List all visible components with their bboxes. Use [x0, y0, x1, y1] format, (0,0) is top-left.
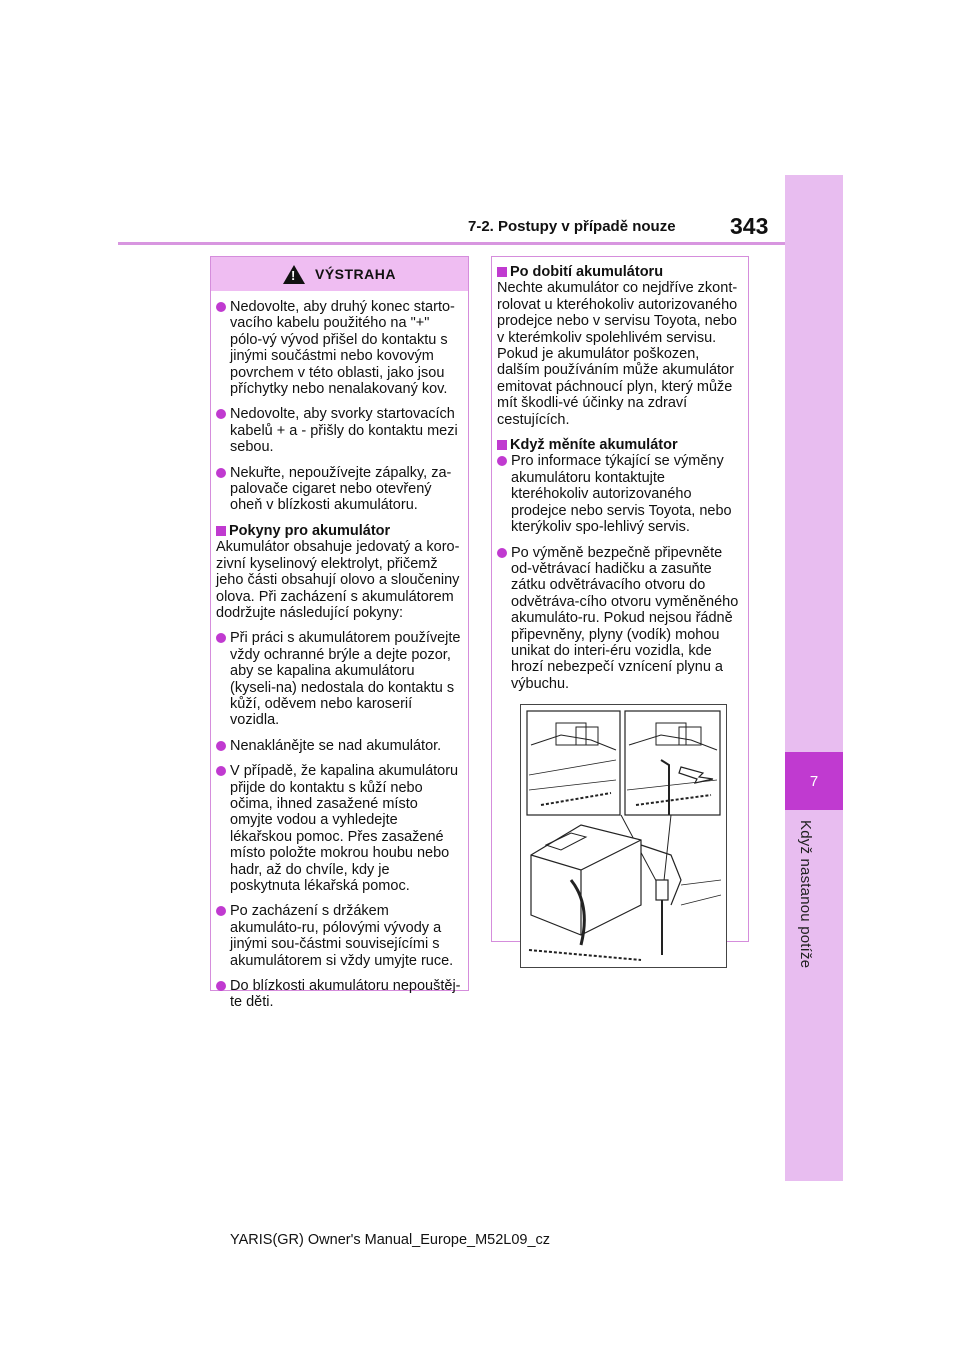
chapter-number: 7: [785, 752, 843, 810]
battery-instructions-heading: Pokyny pro akumulátor: [216, 523, 463, 539]
battery-bullet: Do blízkosti akumulátoru nepouštěj-te děti.: [216, 978, 463, 1011]
warning-box: [210, 256, 469, 1011]
replacing-bullet: Po výměně bezpečně připevněte od-větrávací hadičku a zasuňte zátku odvětrávacího otvoru do odvětráva-cího otvoru vyměněného akumuláto-ru. Pokud nejsou řádně připevněny, plyny (vodík) mohou unikat do interi-éru vozidla, kde hrozí nebezpečí vznícení plynu a výbuchu.: [497, 545, 743, 693]
warning-bullet: Nedovolte, aby druhý konec starto-vacího kabelu použitého na "+" pólo-vý vývod přišel do kontaktu s jinými součástmi nebo kovovým povrchem v této oblasti, jako jsou příchytky nebo nenalakovaný kov.: [216, 299, 463, 397]
warning-title: VÝSTRAHA: [314, 265, 396, 282]
warning-header: [211, 257, 468, 291]
section-header-title: 7-2. Postupy v případě nouze: [468, 218, 676, 235]
battery-vent-drawing: [521, 705, 726, 967]
replacing-battery-heading: Když měníte akumulátor: [497, 437, 743, 453]
replacing-bullet: Pro informace týkající se výměny akumulátoru kontaktujte kteréhokoliv autorizovaného prodejce nebo servis Toyota, nebo kterýkoliv spo-lehlivý servis.: [497, 453, 743, 535]
header-rule: [118, 242, 785, 245]
warning-bullet: Nedovolte, aby svorky startovacích kabelů + a - přišly do kontaktu mezi sebou.: [216, 406, 463, 455]
battery-instructions-intro: Akumulátor obsahuje jedovatý a koro-zivní kyselinový elektrolyt, přičemž jeho části obsahují olovo a sloučeniny olova. Při zacházení s akumulátorem dodržujte následující pokyny:: [216, 539, 460, 621]
after-charging-heading: Po dobití akumulátoru: [497, 264, 743, 280]
footer-manual-id: YARIS(GR) Owner's Manual_Europe_M52L09_cz: [230, 1232, 551, 1248]
warning-triangle-icon: [283, 265, 305, 284]
chapter-side-tab: [785, 175, 843, 1181]
warning-bullet: Nekuřte, nepoužívejte zápalky, za-palovače cigaret nebo otevřený oheň v blízkosti akumulátoru.: [216, 465, 463, 514]
battery-bullet: V případě, že kapalina akumulátoru přijde do kontaktu s kůží nebo očima, ihned zasažené místo omyjte vodou a vyhledejte lékařskou pomoc. Přes zasažené místo položte mokrou houbu nebo hadr, až do chvíle, kdy je poskytnuta lékařská pomoc.: [216, 763, 463, 894]
battery-info-box: [491, 256, 749, 942]
after-charging-text: Nechte akumulátor co nejdříve zkont-rolovat u kteréhokoliv autorizovaného prodejce nebo v servisu Toyota, nebo v kterémkoliv spolehlivém servisu. Pokud je akumulátor poškozen, dalším používáním může akumulátor emitovat páchnoucí plyn, který může mít škodli-vé účinky na zdraví cestujících.: [497, 280, 738, 428]
battery-bullet: Po zacházení s držákem akumuláto-ru, pólovými vývody a jinými sou-částmi souvisejícími s akumulátorem si vždy umyjte ruce.: [216, 903, 463, 969]
battery-bullet: Nenaklánějte se nad akumulátor.: [216, 738, 463, 754]
battery-bullet: Při práci s akumulátorem používejte vždy ochranné brýle a dejte pozor, aby se kapalina akumulátoru (kyseli-na) nedostala do kontaktu s kůží, oděvem nebo karoserií vozidla.: [216, 630, 463, 728]
page-number: 343: [730, 213, 769, 239]
chapter-title: Když nastanou potíže: [797, 820, 814, 969]
battery-vent-illustration: [520, 704, 727, 968]
